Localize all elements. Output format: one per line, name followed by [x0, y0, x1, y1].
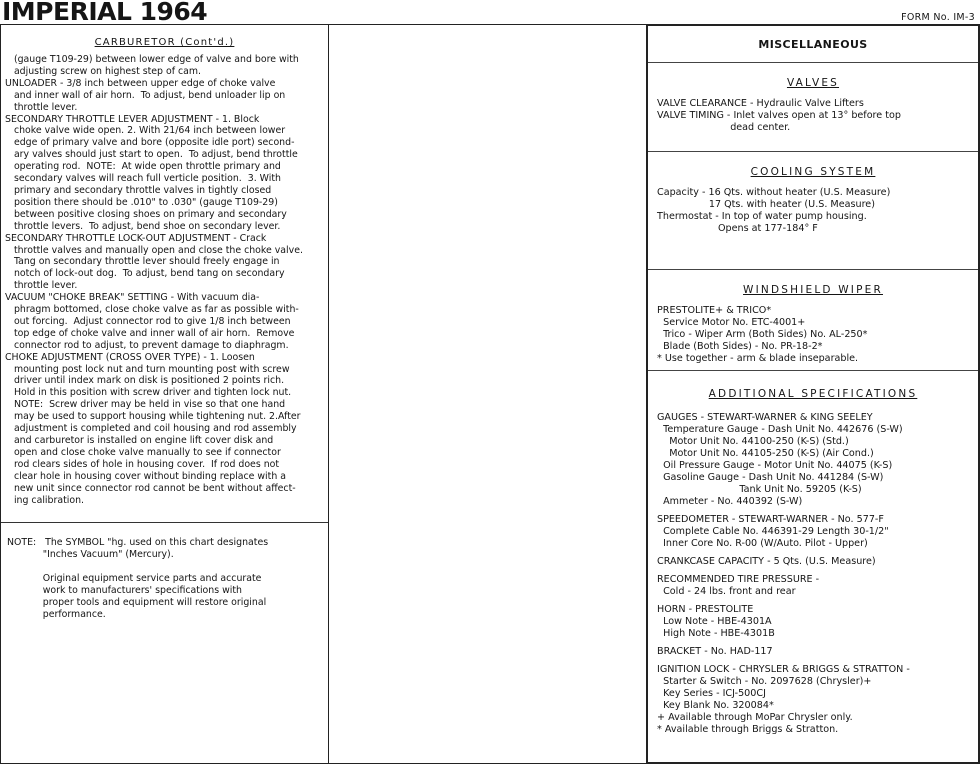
cooling-title: COOLING SYSTEM — [750, 166, 876, 178]
additional-section — [648, 388, 978, 736]
wiper-title: WINDSHIELD WIPER — [743, 284, 883, 296]
footnote-briggs: * Available through Briggs & Stratton. — [657, 724, 839, 735]
left-panel — [0, 24, 329, 764]
footnote-mopar: + Available through MoPar Chrysler only. — [657, 712, 853, 723]
note-text: NOTE: The SYMBOL "hg. used on this chart designates "Inches Vacuum" (Mercury). Original equipment service parts and accurate work to manufacturers' specifications with proper tools and equipment will restore original performance. — [7, 537, 269, 620]
valves-section — [648, 77, 978, 152]
form-number: FORM No. IM-3 — [901, 12, 975, 23]
wiper-text: PRESTOLITE+ & TRICO* Service Motor No. ETC-4001+ Trico - Wiper Arm (Both Sides) No. AL-250* Blade (Both Sides) - No. PR-18-2* * Use together - arm & blade inseparable. — [657, 305, 868, 364]
wiper-section — [648, 284, 978, 371]
right-panel — [646, 24, 980, 764]
gauges-spec: GAUGES - STEWART-WARNER & KING SEELEY Temperature Gauge - Dash Unit No. 442676 (S-W) Motor Unit No. 44100-250 (K-S) (Std.) Motor Unit No. 44105-250 (K-S) (Air Cond.) Oil Pressure Gauge - Motor Unit No. 44075 (K-S) Gasoline Gauge - Dash Unit No. 441284 (S-W) Tank Unit No. 59205 (K-S) Ammeter - No. 440392 (S-W) — [657, 412, 903, 507]
crankcase-spec: CRANKCASE CAPACITY - 5 Qts. (U.S. Measure) — [657, 556, 876, 567]
carburetor-title: CARBURETOR (Cont'd.) — [94, 37, 235, 48]
additional-title: ADDITIONAL SPECIFICATIONS — [708, 388, 918, 400]
carburetor-text: (gauge T109-29) between lower edge of valve and bore with adjusting screw on highest step of cam. UNLOADER - 3/8 inch between upper edge of choke valve and inner wall of air horn. To adjust, bend unloader lip on throttle lever. SECONDARY THROTTLE LEVER ADJUSTMENT - 1. Block choke valve wide open. 2. With 21/64 inch between lower edge of primary valve and bore (opposite idle port) second- ary valves should just start to open. To adjust, bend throttle operating rod. NOTE: At wide open throttle primary and secondary valves will reach full verticle position. 3. With primary and secondary throttle valves in tightly closed position there should be .010" to .030" (gauge T109-29) between positive closing shoes on primary and secondary throttle levers. To adjust, bend shoe on secondary lever. SECONDARY THROTTLE LOCK-OUT ADJUSTMENT - Crack throttle valves and manually open and close the choke valve. Tang on secondary throttle lever should freely engage in notch of lock-out dog. To adjust, bend tang on secondary throttle lever. VACUUM "CHOKE BREAK" SETTING - With vacuum dia- phragm bottomed, close choke valve as far as possible with- out forcing. Adjust connector rod to give 1/8 inch between top edge of choke valve and inner wall of air horn. Remove connector rod to adjust, to prevent damage to diaphragm. CHOKE ADJUSTMENT (CROSS OVER TYPE) - 1. Loosen mounting post lock nut and turn mounting post with screw driver until index mark on disk is positioned 2 points rich. Hold in this position with screw driver and tighten lock nut. NOTE: Screw driver may be held in vise so that one hand may be used to support housing while tightening nut. 2.After adjustment is completed and coil housing and rod assembly and carburetor is installed on engine lift cover disk and open and close choke valve manually to see if connector rod clears sides of hole in housing cover. If rod does not clear hole in housing cover without binding replace with a new unit since connector rod cannot be bent without affect- ing calibration. — [5, 54, 303, 506]
cooling-text: Capacity - 16 Qts. without heater (U.S. Measure) 17 Qts. with heater (U.S. Measure) Thermostat - In top of water pump housing. Opens at 177-184° F — [657, 187, 891, 234]
valves-title: VALVES — [786, 77, 840, 89]
tire-pressure-spec: RECOMMENDED TIRE PRESSURE - Cold - 24 lbs. front and rear — [657, 574, 820, 597]
middle-panel — [328, 24, 647, 764]
ignition-lock-spec: IGNITION LOCK - CHRYSLER & BRIGGS & STRATTON - Starter & Switch - No. 2097628 (Chrysler)+ Key Series - ICJ-500CJ Key Blank No. 320084* — [657, 664, 910, 711]
carburetor-section — [1, 25, 328, 523]
spec-groups — [648, 412, 978, 712]
speedometer-spec: SPEEDOMETER - STEWART-WARNER - No. 577-F Complete Cable No. 446391-29 Length 30-1/2" Inner Core No. R-00 (W/Auto. Pilot - Upper) — [657, 514, 889, 549]
bracket-spec: BRACKET - No. HAD-117 — [657, 646, 773, 657]
page-title: IMPERIAL 1964 — [2, 0, 208, 26]
horn-spec: HORN - PRESTOLITE Low Note - HBE-4301A High Note - HBE-4301B — [657, 604, 775, 639]
misc-title: MISCELLANEOUS — [648, 38, 978, 63]
valves-text: VALVE CLEARANCE - Hydraulic Valve Lifters VALVE TIMING - Inlet valves open at 13° before top dead center. — [657, 98, 901, 133]
cooling-section — [648, 166, 978, 270]
